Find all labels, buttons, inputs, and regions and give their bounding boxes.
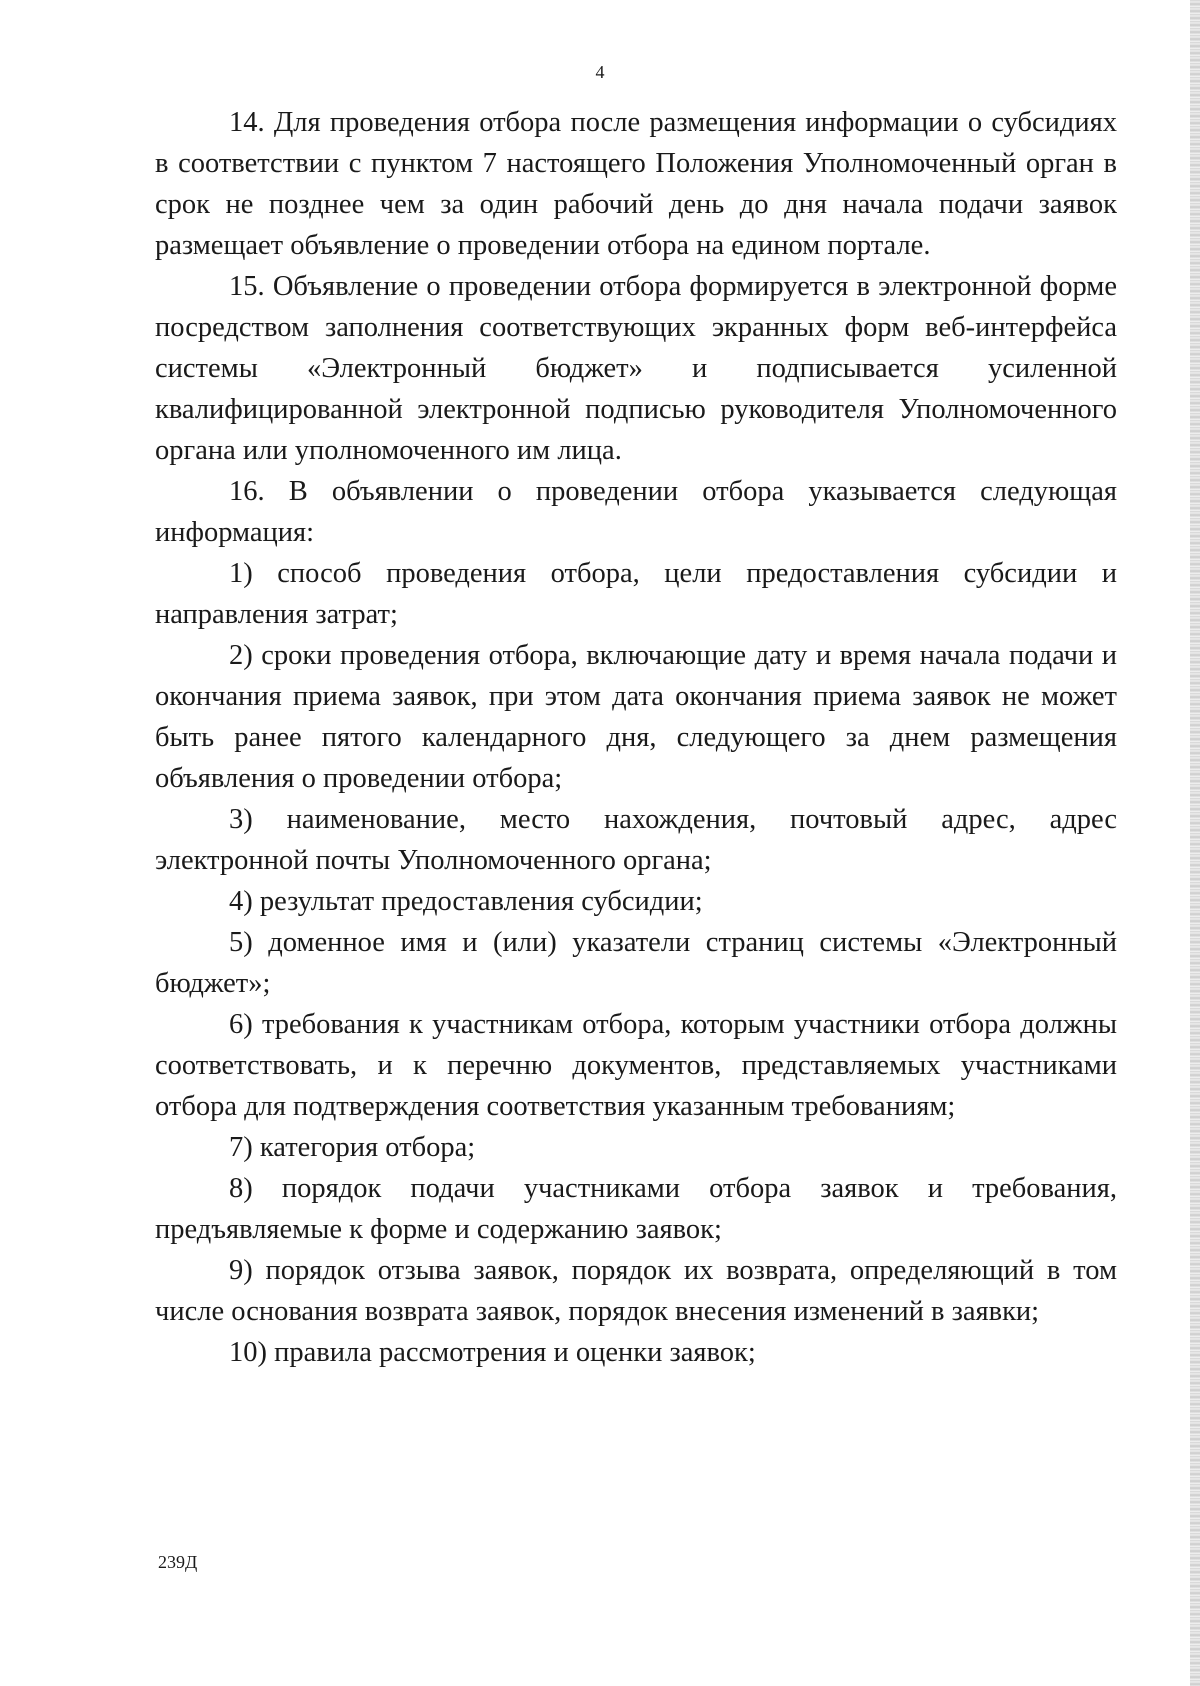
list-item-10: 10) правила рассмотрения и оценки заявок; bbox=[229, 1337, 756, 1368]
paragraph-16: 16. В объявлении о проведении отбора указывается следующая информация: bbox=[155, 476, 1117, 548]
list-item-2: 2) сроки проведения отбора, включающие дату и время начала подачи и окончания приема заявок, при этом дата окончания приема заявок не может быть ранее пятого календарного дня, следующего за днем размещения объявления о проведении отбора; bbox=[155, 640, 1117, 794]
scan-edge bbox=[1190, 0, 1200, 1686]
document-code: 239Д bbox=[158, 1552, 198, 1572]
paragraph-14: 14. Для проведения отбора после размещения информации о субсидиях в соответствии с пунктом 7 настоящего Положения Уполномоченный орган в срок не позднее чем за один рабочий день до дня начала подачи заявок размещает объявление о проведении отбора на едином портале. bbox=[155, 107, 1117, 261]
list-item-6: 6) требования к участникам отбора, которым участники отбора должны соответствовать, и к перечню документов, представляемых участниками отбора для подтверждения соответствия указанным требованиям; bbox=[155, 1009, 1117, 1122]
document-body bbox=[155, 102, 1117, 1373]
page-number: 4 bbox=[595, 62, 605, 82]
list-item-3: 3) наименование, место нахождения, почтовый адрес, адрес электронной почты Уполномоченного органа; bbox=[155, 804, 1117, 876]
list-item-4: 4) результат предоставления субсидии; bbox=[229, 886, 703, 917]
paragraph-15: 15. Объявление о проведении отбора формируется в электронной форме посредством заполнения соответствующих экранных форм веб-интерфейса системы «Электронный бюджет» и подписывается усиленной квалифицированной электронной подписью руководителя Уполномоченного органа или уполномоченного им лица. bbox=[155, 271, 1117, 466]
list-item-5: 5) доменное имя и (или) указатели страниц системы «Электронный бюджет»; bbox=[155, 927, 1117, 999]
list-item-1: 1) способ проведения отбора, цели предоставления субсидии и направления затрат; bbox=[155, 558, 1117, 630]
list-item-7: 7) категория отбора; bbox=[229, 1132, 476, 1163]
list-item-8: 8) порядок подачи участниками отбора заявок и требования, предъявляемые к форме и содержанию заявок; bbox=[155, 1173, 1117, 1245]
list-item-9: 9) порядок отзыва заявок, порядок их возврата, определяющий в том числе основания возврата заявок, порядок внесения изменений в заявки; bbox=[155, 1255, 1117, 1327]
